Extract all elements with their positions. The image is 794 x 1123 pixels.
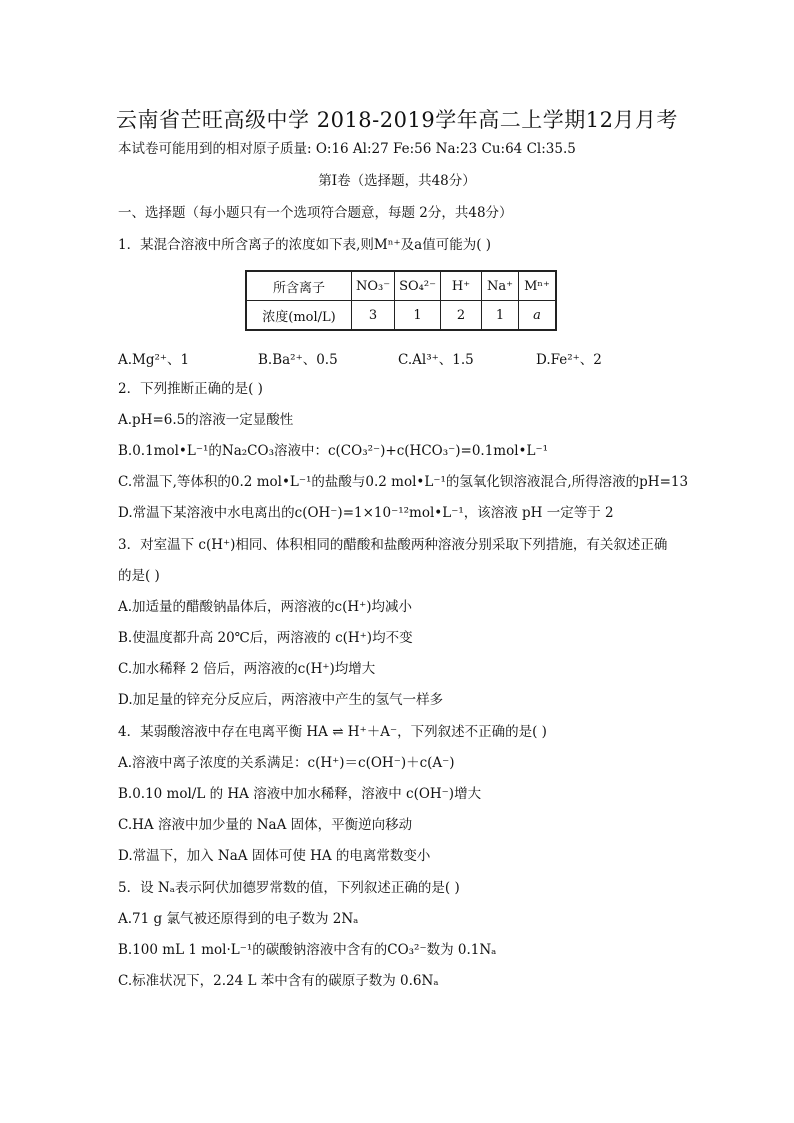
table-cell: 1	[481, 301, 518, 331]
table-cell: Mⁿ⁺	[518, 271, 556, 301]
q2-option-d: D.常温下某溶液中水电离出的c(OH⁻)=1×10⁻¹²mol•L⁻¹，该溶液 pH 一定等于 2	[118, 505, 614, 521]
q4-option-a: A.溶液中离子浓度的关系满足：c(H⁺)＝c(OH⁻)＋c(A⁻)	[118, 755, 455, 771]
table-cell: SO₄²⁻	[395, 271, 441, 301]
q2-option-b: B.0.1mol•L⁻¹的Na₂CO₃溶液中：c(CO₃²⁻)+c(HCO₃⁻)=0.1mol•L⁻¹	[118, 443, 549, 459]
q2-option-c: C.常温下,等体积的0.2 mol•L⁻¹的盐酸与0.2 mol•L⁻¹的氢氧化钡溶液混合,所得溶液的pH=13	[118, 474, 689, 490]
table-cell: 3	[352, 301, 395, 331]
q5-option-c: C.标准状况下，2.24 L 苯中含有的碳原子数为 0.6Nₐ	[118, 973, 439, 989]
q4-option-b: B.0.10 mol/L 的 HA 溶液中加水稀释，溶液中 c(OH⁻)增大	[118, 786, 482, 802]
q2-option-a: A.pH=6.5的溶液一定显酸性	[118, 412, 294, 428]
q4-stem: 4．某弱酸溶液中存在电离平衡 HA ⇌ H⁺＋A⁻，下列叙述不正确的是( )	[118, 724, 547, 740]
q1-option-d: D.Fe²⁺、2	[536, 352, 602, 368]
table-cell: Na⁺	[481, 271, 518, 301]
q3-option-c: C.加水稀释 2 倍后，两溶液的c(H⁺)均增大	[118, 661, 376, 677]
table-cell: H⁺	[440, 271, 481, 301]
q3-option-a: A.加适量的醋酸钠晶体后，两溶液的c(H⁺)均减小	[118, 599, 413, 615]
q3-stem-continued: 的是( )	[118, 568, 160, 584]
table-cell: NO₃⁻	[352, 271, 395, 301]
q3-option-d: D.加足量的锌充分反应后，两溶液中产生的氢气一样多	[118, 692, 444, 708]
q1-stem: 1．某混合溶液中所含离子的浓度如下表,则Mⁿ⁺及a值可能为( )	[118, 237, 492, 253]
q3-stem: 3．对室温下 c(H⁺)相同、体积相同的醋酸和盐酸两种溶液分别采取下列措施，有关叙述正确	[118, 537, 668, 553]
q3-option-b: B.使温度都升高 20℃后，两溶液的 c(H⁺)均不变	[118, 630, 413, 646]
exam-title: 云南省芒旺高级中学 2018-2019学年高二上学期12月月考	[116, 108, 678, 132]
atomic-masses-line: 本试卷可能用到的相对原子质量: O:16 Al:27 Fe:56 Na:23 Cu:64 Cl:35.5	[118, 141, 576, 157]
volume-heading: 第Ⅰ卷（选择题，共48分）	[318, 173, 476, 189]
table-cell: 所含离子	[246, 271, 352, 301]
table-cell: 2	[440, 301, 481, 331]
q1-option-a: A.Mg²⁺、1	[118, 352, 190, 368]
table-cell: 1	[395, 301, 441, 331]
q5-stem: 5．设 Nₐ表示阿伏加德罗常数的值，下列叙述正确的是( )	[118, 880, 460, 896]
q2-stem: 2．下列推断正确的是( )	[118, 381, 263, 397]
q5-option-a: A.71 g 氯气被还原得到的电子数为 2Nₐ	[118, 911, 359, 927]
table-cell: a	[518, 301, 556, 331]
q4-option-d: D.常温下，加入 NaA 固体可使 HA 的电离常数变小	[118, 848, 431, 864]
q5-option-b: B.100 mL 1 mol·L⁻¹的碳酸钠溶液中含有的CO₃²⁻数为 0.1Nₐ	[118, 942, 497, 958]
q4-option-c: C.HA 溶液中加少量的 NaA 固体，平衡逆向移动	[118, 817, 413, 833]
table-cell: 浓度(mol/L)	[246, 301, 352, 331]
ion-concentration-table	[245, 270, 557, 331]
part-heading: 一、选择题（每小题只有一个选项符合题意，每题 2分，共48分）	[118, 205, 513, 221]
table-row	[246, 301, 556, 331]
table-row	[246, 271, 556, 301]
q1-option-b: B.Ba²⁺、0.5	[258, 352, 338, 368]
q1-option-c: C.Al³⁺、1.5	[398, 352, 474, 368]
